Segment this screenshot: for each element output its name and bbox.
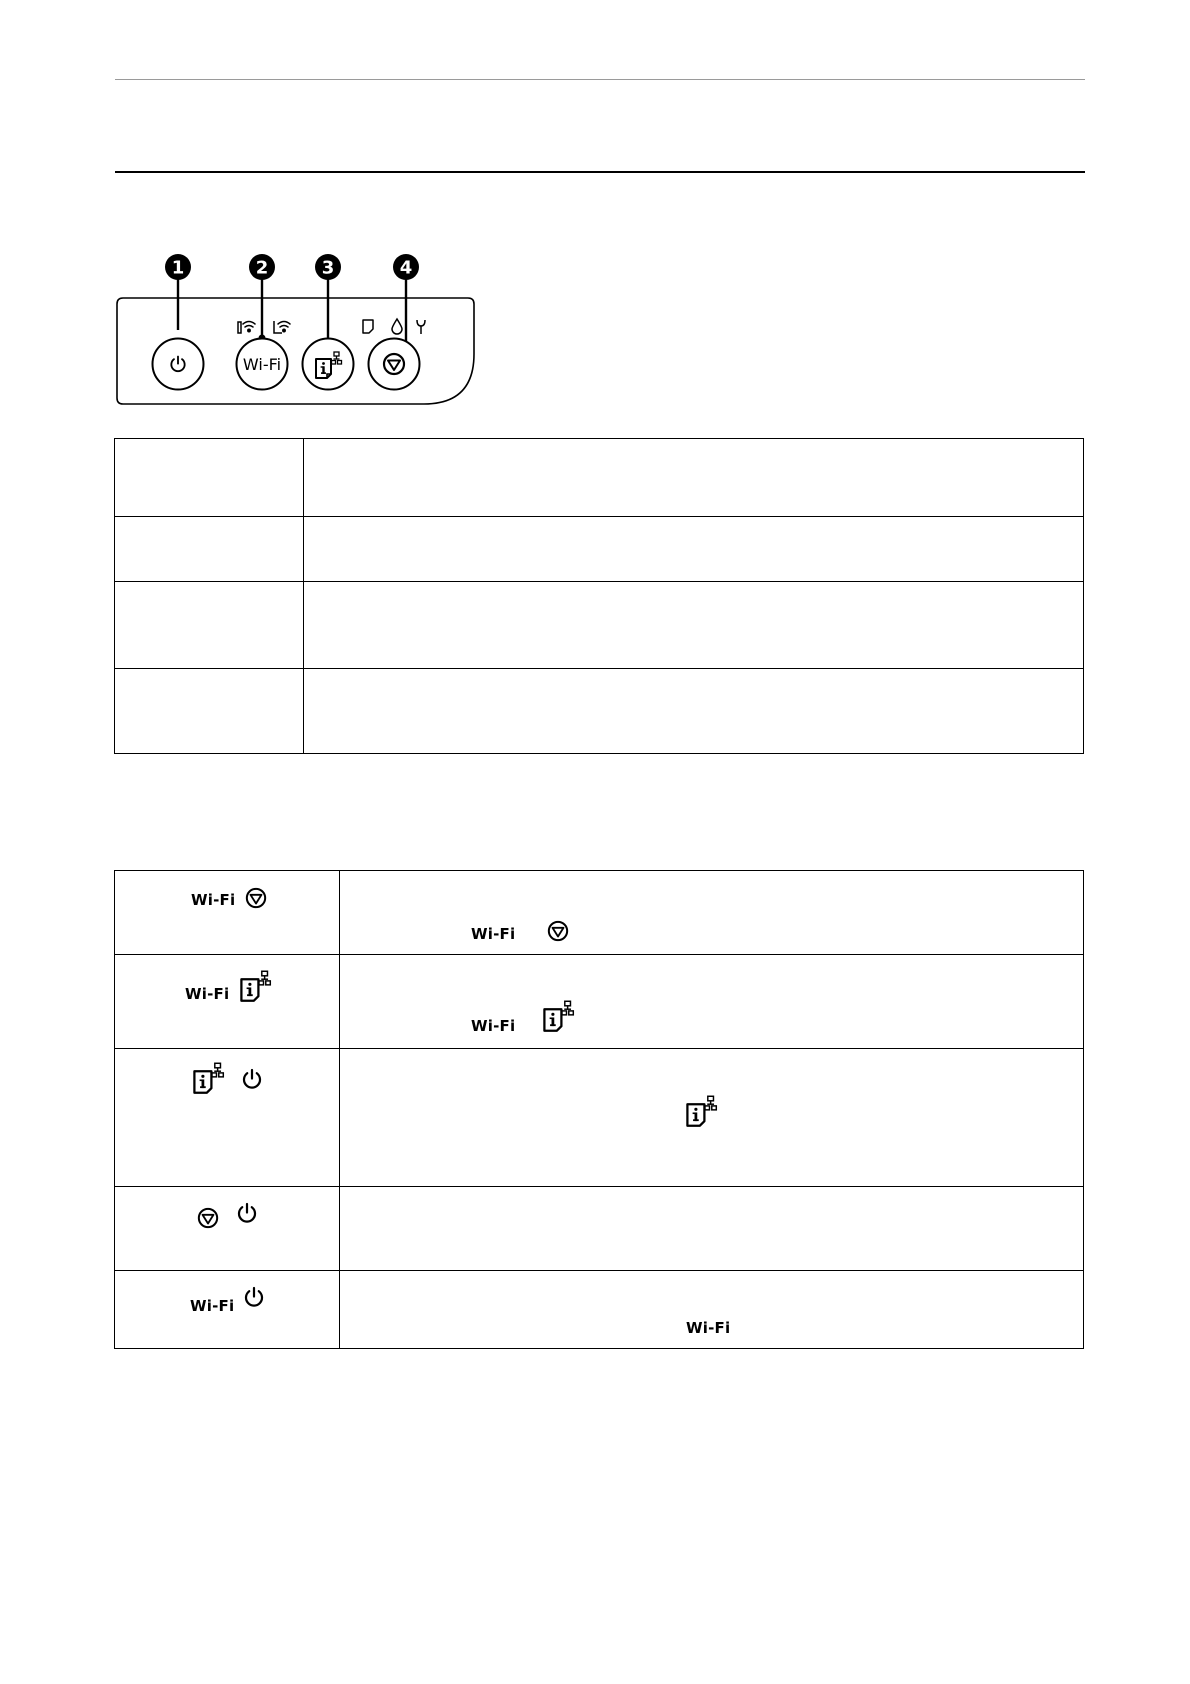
wifi-label: Wi-Fi [190,1297,235,1315]
callout-3 [315,254,341,280]
wifi-button[interactable] [237,339,288,390]
table-cell-buttons [115,1271,340,1349]
table-row [115,439,1084,517]
table-cell-description [304,669,1084,754]
header-rule [115,79,1085,80]
power-icon [240,1067,264,1091]
svg-text:Wi-Fi: Wi-Fi [242,355,282,374]
wifi-label: Wi-Fi [185,985,230,1003]
wifi-status-icon [238,322,255,334]
callout-4 [393,254,419,280]
svg-text:4: 4 [399,257,413,279]
wrench-icon [417,320,425,334]
table-cell-buttons [115,1187,340,1271]
wifi-label: Wi-Fi [471,925,516,943]
wifi-label: Wi-Fi [191,891,236,909]
svg-text:3: 3 [321,257,335,279]
wifi-label: Wi-Fi [686,1319,731,1337]
table-row [115,517,1084,582]
stop-icon [547,920,569,942]
button-combination-table [114,870,1084,1349]
power-icon [235,1201,259,1225]
network-info-icon [684,1094,718,1128]
table-row [115,1187,1084,1271]
table-cell-description [304,439,1084,517]
section-rule [115,171,1085,173]
table-row [115,582,1084,669]
callout-1 [165,254,191,280]
table-cell-buttons [115,1049,340,1187]
network-info-icon [191,1061,225,1095]
svg-text:2: 2 [255,257,269,279]
table-cell-label [115,517,304,582]
wifi-label: Wi-Fi [471,1017,516,1035]
table-cell-description [304,517,1084,582]
table-row [115,955,1084,1049]
paper-icon [363,320,373,333]
table-row [115,871,1084,955]
table-cell-description [340,1187,1084,1271]
table-cell-description [340,1271,1084,1349]
ink-drop-icon [392,319,402,334]
power-icon [242,1285,266,1309]
table-cell-label [115,439,304,517]
stop-button[interactable] [369,339,420,390]
table-cell-description [340,1049,1084,1187]
table-row [115,1049,1084,1187]
svg-text:1: 1 [171,257,185,279]
wifi-direct-status-icon [274,321,290,333]
network-info-button[interactable] [303,339,354,390]
button-description-table [114,438,1084,754]
stop-icon [197,1207,219,1229]
table-row [115,669,1084,754]
table-cell-description [304,582,1084,669]
power-button[interactable] [153,339,204,390]
control-panel-diagram [112,248,476,408]
callout-2 [249,254,275,280]
stop-icon [245,887,267,909]
table-cell-buttons [115,871,340,955]
table-cell-label [115,582,304,669]
table-cell-description [340,871,1084,955]
table-cell-description [340,955,1084,1049]
table-row [115,1271,1084,1349]
table-cell-buttons [115,955,340,1049]
table-cell-label [115,669,304,754]
network-info-icon [238,969,272,1003]
network-info-icon [541,999,575,1033]
